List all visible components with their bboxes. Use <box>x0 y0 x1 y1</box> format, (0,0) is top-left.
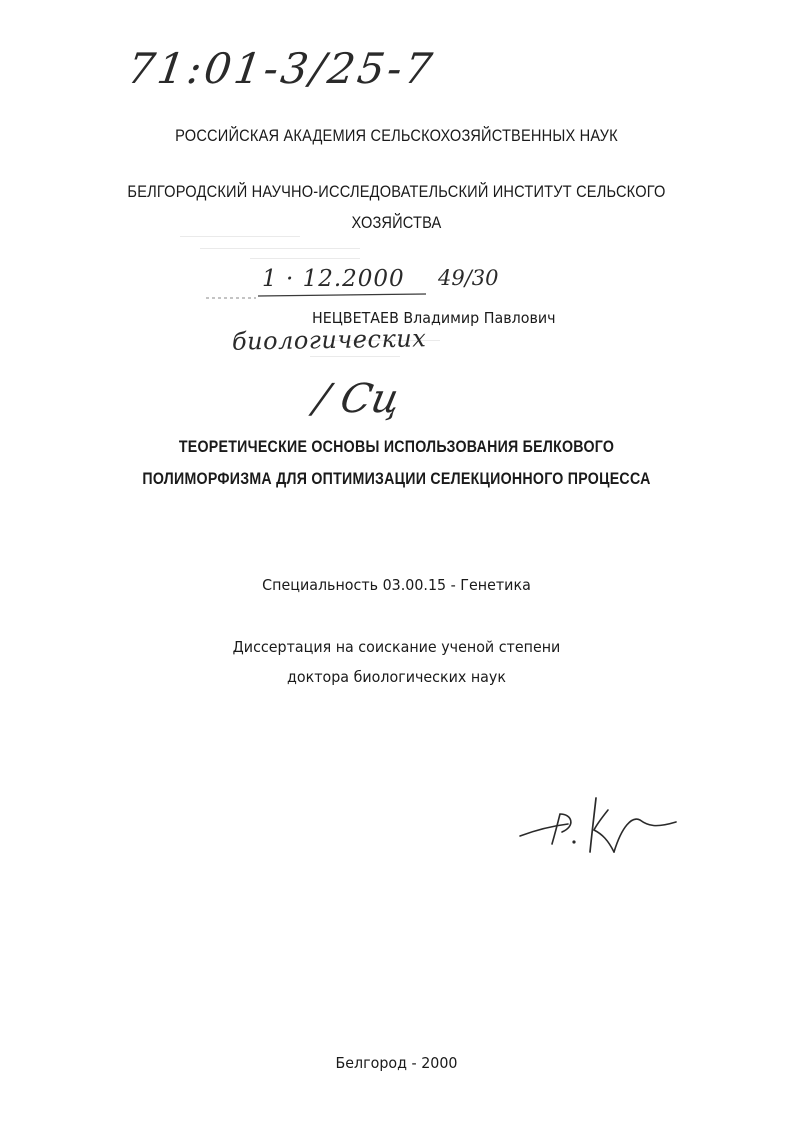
faint-stamp-line <box>180 236 300 237</box>
handwritten-shelf-mark: 71:01-3/25-7 <box>124 44 438 93</box>
institute-name-line1: БЕЛГОРОДСКИЙ НАУЧНО-ИССЛЕДОВАТЕЛЬСКИЙ ИНСТИТУТ СЕЛЬСКОГО <box>127 182 666 201</box>
signature <box>516 786 696 866</box>
degree-line2: доктора биологических наук <box>287 668 506 686</box>
degree-line1: Диссертация на соискание ученой степени <box>232 638 561 656</box>
specialty: Специальность 03.00.15 - Генетика <box>262 576 531 594</box>
institute-name-line2: ХОЗЯЙСТВА <box>351 213 442 232</box>
faint-stamp-line <box>250 258 360 259</box>
handwritten-stamp-date: 1 · 12.2000 <box>262 266 405 292</box>
faint-stamp-line <box>200 248 360 249</box>
handwritten-abbreviation: / Сц <box>310 376 405 422</box>
handwritten-field-note: биологических <box>231 324 427 356</box>
dissertation-title-line2: ПОЛИМОРФИЗМА ДЛЯ ОПТИМИЗАЦИИ СЕЛЕКЦИОННОГО ПРОЦЕССА <box>142 470 651 488</box>
author-name: НЕЦВЕТАЕВ Владимир Павлович <box>312 309 556 327</box>
city-and-year: Белгород - 2000 <box>335 1054 458 1072</box>
faint-stamp-line <box>310 356 400 357</box>
academy-name: РОССИЙСКАЯ АКАДЕМИЯ СЕЛЬСКОХОЗЯЙСТВЕННЫХ НАУК <box>175 126 618 145</box>
dissertation-title-line1: ТЕОРЕТИЧЕСКИЕ ОСНОВЫ ИСПОЛЬЗОВАНИЯ БЕЛКОВОГО <box>178 438 615 456</box>
handwritten-stamp-number: 49/30 <box>438 266 499 290</box>
